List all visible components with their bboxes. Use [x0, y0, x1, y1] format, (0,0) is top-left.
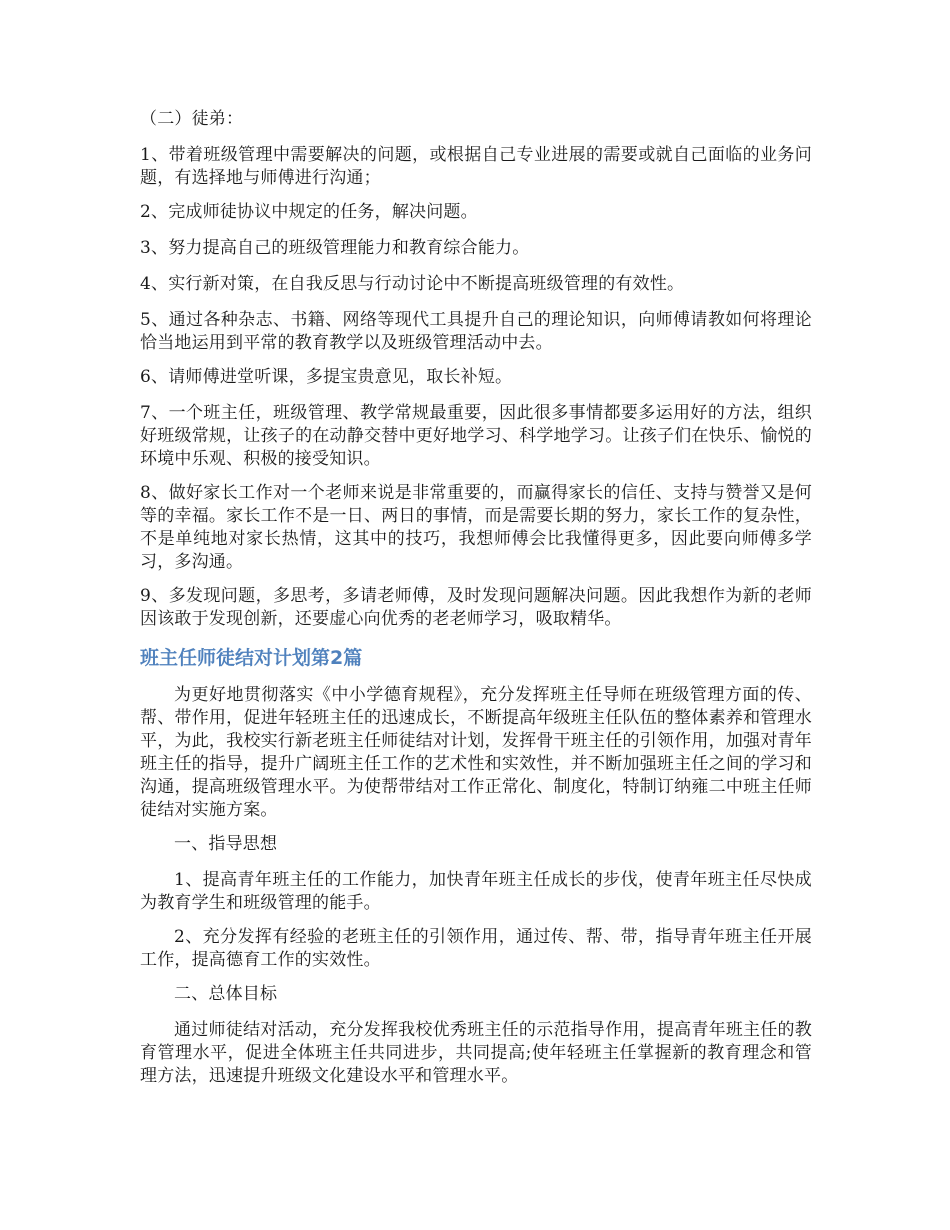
apprentice-item-7: 7、一个班主任，班级管理、教学常规最重要，因此很多事情都要多运用好的方法，组织好班级常规，让孩子的在动静交替中更好地学习、科学地学习。让孩子们在快乐、愉悦的环境中乐观、积极的接受知识。 [140, 403, 812, 469]
subsection-title-goals: 二、总体目标 [174, 984, 278, 1004]
intro-paragraph: 为更好地贯彻落实《中小学德育规程》，充分发挥班主任导师在班级管理方面的传、帮、带作用，促进年轻班主任的迅速成长，不断提高年级班主任队伍的整体素养和管理水平，为此，我校实行新老班主任师徒结对计划，发挥骨干班主任的引领作用，加强对青年班主任的指导，提升广阔班主任工作的艺术性和实效性，并不断加强班主任之间的学习和沟通，提高班级管理水平。为使帮带结对工作正常化、制度化，特制订纳雍二中班主任师徒结对实施方案。 [140, 685, 812, 820]
apprentice-item-6: 6、请师傅进堂听课，多提宝贵意见，取长补短。 [140, 367, 513, 387]
apprentice-item-4: 4、实行新对策，在自我反思与行动讨论中不断提高班级管理的有效性。 [140, 274, 685, 294]
apprentice-item-2: 2、完成师徒协议中规定的任务，解决问题。 [140, 202, 478, 222]
section-heading: 班主任师徒结对计划第2篇 [140, 647, 363, 669]
guiding-item-2: 2、充分发挥有经验的老班主任的引领作用，通过传、帮、带，指导青年班主任开展工作，提高德育工作的实效性。 [140, 927, 812, 970]
apprentice-item-3: 3、努力提高自己的班级管理能力和教育综合能力。 [140, 238, 530, 258]
apprentice-item-9: 9、多发现问题，多思考，多请老师傅，及时发现问题解决问题。因此我想作为新的老师因该敢于发现创新，还要虚心向优秀的老老师学习，吸取精华。 [140, 586, 812, 629]
section-title-apprentice: （二）徒弟： [140, 109, 244, 129]
subsection-title-guiding: 一、指导思想 [174, 834, 278, 854]
apprentice-item-1: 1、带着班级管理中需要解决的问题，或根据自己专业进展的需要或就自己面临的业务问题，有选择地与师傅进行沟通； [140, 145, 812, 188]
guiding-item-1: 1、提高青年班主任的工作能力，加快青年班主任成长的步伐，使青年班主任尽快成为教育学生和班级管理的能手。 [140, 870, 812, 913]
document-page [140, 108, 812, 1099]
goals-paragraph: 通过师徒结对活动，充分发挥我校优秀班主任的示范指导作用，提高青年班主任的教育管理水平，促进全体班主任共同进步，共同提高;使年轻班主任掌握新的教育理念和管理方法，迅速提升班级文化建设水平和管理水平。 [140, 1020, 812, 1086]
apprentice-item-5: 5、通过各种杂志、书籍、网络等现代工具提升自己的理论知识，向师傅请教如何将理论恰当地运用到平常的教育教学以及班级管理活动中去。 [140, 310, 812, 353]
apprentice-item-8: 8、做好家长工作对一个老师来说是非常重要的，而赢得家长的信任、支持与赞誉又是何等的幸福。家长工作不是一日、两日的事情，而是需要长期的努力，家长工作的复杂性，不是单纯地对家长热情，这其中的技巧，我想师傅会比我懂得更多，因此要向师傅多学习，多沟通。 [140, 483, 812, 572]
